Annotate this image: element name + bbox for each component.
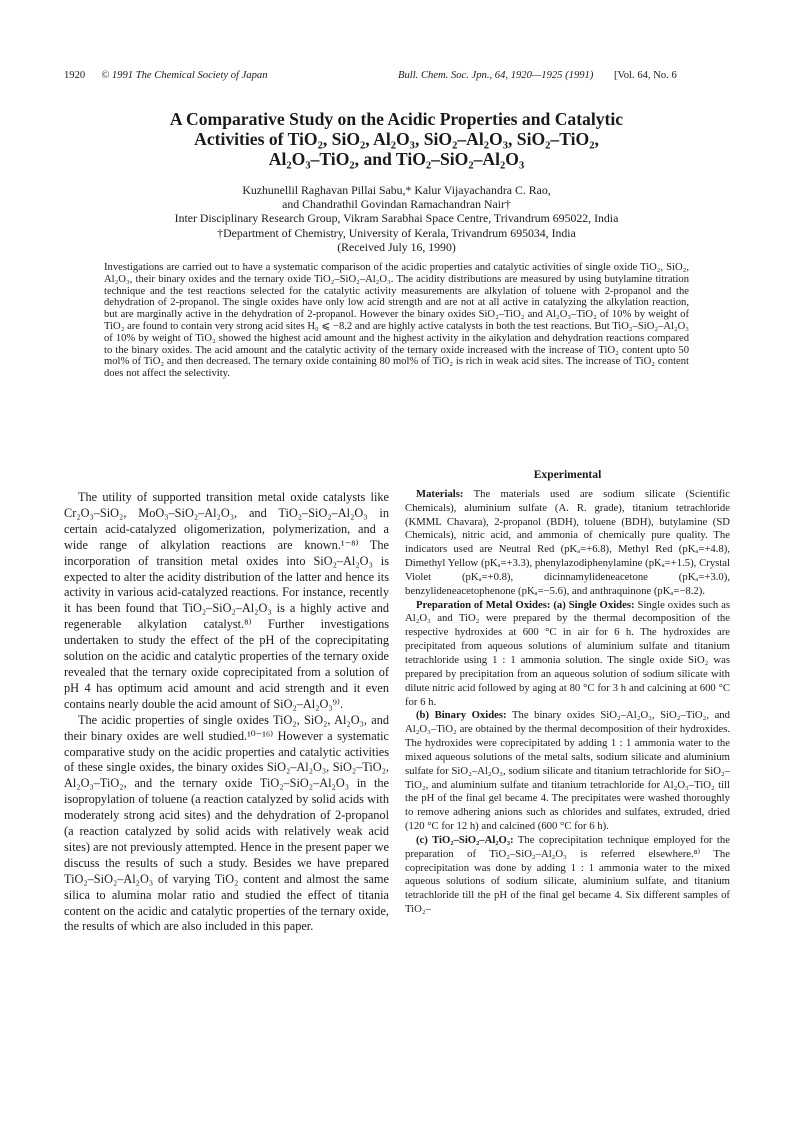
running-header-left xyxy=(64,70,268,86)
intro-paragraph: The utility of supported transition metal oxide catalysts like Cr₂O₃–SiO₂, MoO₃–SiO₂–Al₂O₃, and TiO₂–SiO₂–Al₂O₃ in certain acid-catalyzed oligomerization, polymerization, and a wide range of alkylation reactions are known.¹⁻⁸⁾ The incorporation of transition metal oxides into SiO₂–Al₂O₃ is expected to alter the acidity distribution of the latter and hence its activity in various acid-catalyzed reactions. For instance, recently it has been found that TiO₂–SiO₂–Al₂O₃ is a highly active and regenerable alkylation catalyst.⁸⁾ Further investigations undertaken to study the effect of the pH of the coprecipitating solution on the acidic and catalytic properties of the ternary oxide revealed that the ternary oxide coprecipitated from a solution of pH 4 has optimum acid amount and acid strength and it even contains nearly double the acid amount of SiO₂–Al₂O₃⁹⁾. xyxy=(64,490,389,711)
paragraph-body: The materials used are sodium silicate (Scientific Chemicals), aluminium sulfate (A. R. grade), titanium tetrachloride (KMML Chavara), 2-propanol (BDH), toluene (BDH), butylamine (SD Chemicals), nitric acid, and ammonia of chemically pure quality. The indicators used are Neutral Red (pKₐ=+6.8), Methyl Red (pKₐ=+4.8), Dimethyl Yellow (pKₐ=+3.3), phenylazodiphenylamine (pKₐ=+1.5), Crystal Violet (pKₐ=+0.8), dicinnamylideneacetone (pKₐ=+3.0), benzylideneacetophenone (pKₐ=−5.6), and anthraquinone (pKₐ=−8.2). xyxy=(405,487,730,597)
affiliation: †Department of Chemistry, University of Kerala, Trivandrum 695034, India xyxy=(217,225,576,240)
left-column xyxy=(64,490,389,935)
materials-paragraph xyxy=(405,488,730,599)
received-date: (Received July 16, 1990) xyxy=(337,239,456,254)
single-oxides-paragraph xyxy=(405,599,730,710)
paragraph-body: The coprecipitation technique employed for the preparation of TiO₂–SiO₂–Al₂O₃ is referred elsewhere.⁸⁾ The coprecipitation was done by adding 1 : 1 ammonia water to the mixed aqueous solutions of sodium silicate, aluminium sulfate, and titanium tetrachloride till the pH of the final gel became 4. Six different samples of TiO₂– xyxy=(405,833,730,916)
authors-line: and Chandrathil Govindan Ramachandran Nair† xyxy=(282,197,511,212)
paragraph-body: Single oxides such as Al₂O₃ and TiO₂ were prepared by the thermal decomposition of the respective hydroxides at 600 °C in air for 6 h. The hydroxides are precipitated from aqueous solutions of aluminium sulfate and titanium tetrachloride using 1 : 1 ammonia solution. The single oxide SiO₂ was prepared by precipitation from an aqueous solution of sodium silicate with dilute nitric acid followed by aging at 80 °C for 3 h and calcining at 600 °C for 6 h. xyxy=(405,598,730,708)
run-in-heading: (c) TiO₂–SiO₂–Al₂O₃: xyxy=(416,833,514,846)
run-in-heading: (b) Binary Oxides: xyxy=(416,709,507,722)
article-title xyxy=(40,109,753,169)
section-heading: Experimental xyxy=(533,468,602,481)
run-in-heading: Preparation of Metal Oxides: (a) Single Oxides: xyxy=(416,598,635,611)
title-line: A Comparative Study on the Acidic Properties and Catalytic xyxy=(169,109,624,129)
binary-oxides-paragraph xyxy=(405,709,730,834)
affiliation: Inter Disciplinary Research Group, Vikram Sarabhai Space Centre, Trivandrum 695022, India xyxy=(174,211,619,226)
copyright-line: © 1991 The Chemical Society of Japan xyxy=(101,70,268,81)
volume-issue: [Vol. 64, No. 6 xyxy=(614,70,677,81)
title-line: Al₂O₃–TiO₂, and TiO₂–SiO₂–Al₂O₃ xyxy=(268,149,525,169)
intro-paragraph: The acidic properties of single oxides TiO₂, SiO₂, Al₂O₃, and their binary oxides are well studied.¹⁰⁻¹⁶⁾ However a systematic comparative study on the acidic properties and catalytic activities of these single oxides, the binary oxides SiO₂–Al₂O₃, SiO₂–TiO₂, Al₂O₃–TiO₂, and the ternary oxide TiO₂–SiO₂–Al₂O₃ in the isopropylation of toluene (a reaction catalyzed by solid acids with moderately strong acid sites) and the dehydration of 2-propanol (a reaction catalyzed by solid acids with relatively weak acid sites) are not previously attempted. Hence in the present paper we discuss the results of such a study. Besides we have prepared TiO₂–SiO₂–Al₂O₃ of varying TiO₂ content and almost the same silica to alumina molar ratio and studied the effect of titania content on the acidic and catalytic properties of the ternary oxide, the results of which are also included in this paper. xyxy=(64,712,389,934)
authors-line: Kuzhunellil Raghavan Pillai Sabu,* Kalur Vijayachandra C. Rao, xyxy=(242,183,551,197)
right-column xyxy=(405,468,730,917)
ternary-oxide-paragraph xyxy=(405,834,730,917)
title-line: Activities of TiO₂, SiO₂, Al₂O₃, SiO₂–Al₂O₃, SiO₂–TiO₂, xyxy=(194,129,599,149)
author-block xyxy=(40,183,753,254)
run-in-heading: Materials: xyxy=(416,487,464,500)
abstract: Investigations are carried out to have a systematic comparison of the acidic properties and catalytic activities of single oxide TiO₂, SiO₂, Al₂O₃, their binary oxides and the ternary oxide TiO₂–SiO₂–Al₂O₃. The acidity distributions are measured by using butylamine titration technique and the test reactions selected for the catalytic activity measurements are alkylation of toluene with 2-propanol and the dehydration of 2-propanol. The single oxides have only low acid strength and are not at all active in catalyzing the alkylation reaction, but are marginally active in the dehydration of 2-propanol. However the binary oxides SiO₂–TiO₂ and Al₂O₃–TiO₂ of 10% by weight of TiO₂ are found to contain very strong acid sites H₀ ⩽ −8.2 and are highly active catalysts in both the test reactions. But TiO₂–SiO₂–Al₂O₃ of 10% by weight of TiO₂ showed the highest acid amount and the highest activity in the aikylation and dehydration reactions compared to the binary oxides. The acid amount and the catalytic activity of the ternary oxide increased with the increase of TiO₂ content upto 50 mol% of TiO₂ and then decreased. The ternary oxide containing 80 mol% of TiO₂ is rich in weak acid sites. The increase of TiO₂ content does not affect the selectivity. xyxy=(104,262,689,380)
paragraph-body: The binary oxides SiO₂–Al₂O₃, SiO₂–TiO₂, and Al₂O₃–TiO₂ are obtained by the thermal decomposition of their hydroxides. The hydroxides were coprecipitated by adding 1 : 1 ammonia water to the mixed aqueous solutions of the metal salts, sodium silicate and aluminium sulfate for SiO₂–Al₂O₃, sodium silicate and titanium tetrachloride for SiO₂–TiO₂, and aluminium sulfate and titanium tetrachloride for Al₂O₃–TiO₂ till the pH of the final gel became 4. The precipitates were washed thoroughly to remove adhering anions such as chlorides and sulfates, extruded, dried (120 °C for 12 h) and calcined (600 °C for 6 h). xyxy=(405,709,730,833)
journal-citation: Bull. Chem. Soc. Jpn., 64, 1920—1925 (1991) xyxy=(398,70,594,81)
page-number: 1920 xyxy=(64,70,86,81)
